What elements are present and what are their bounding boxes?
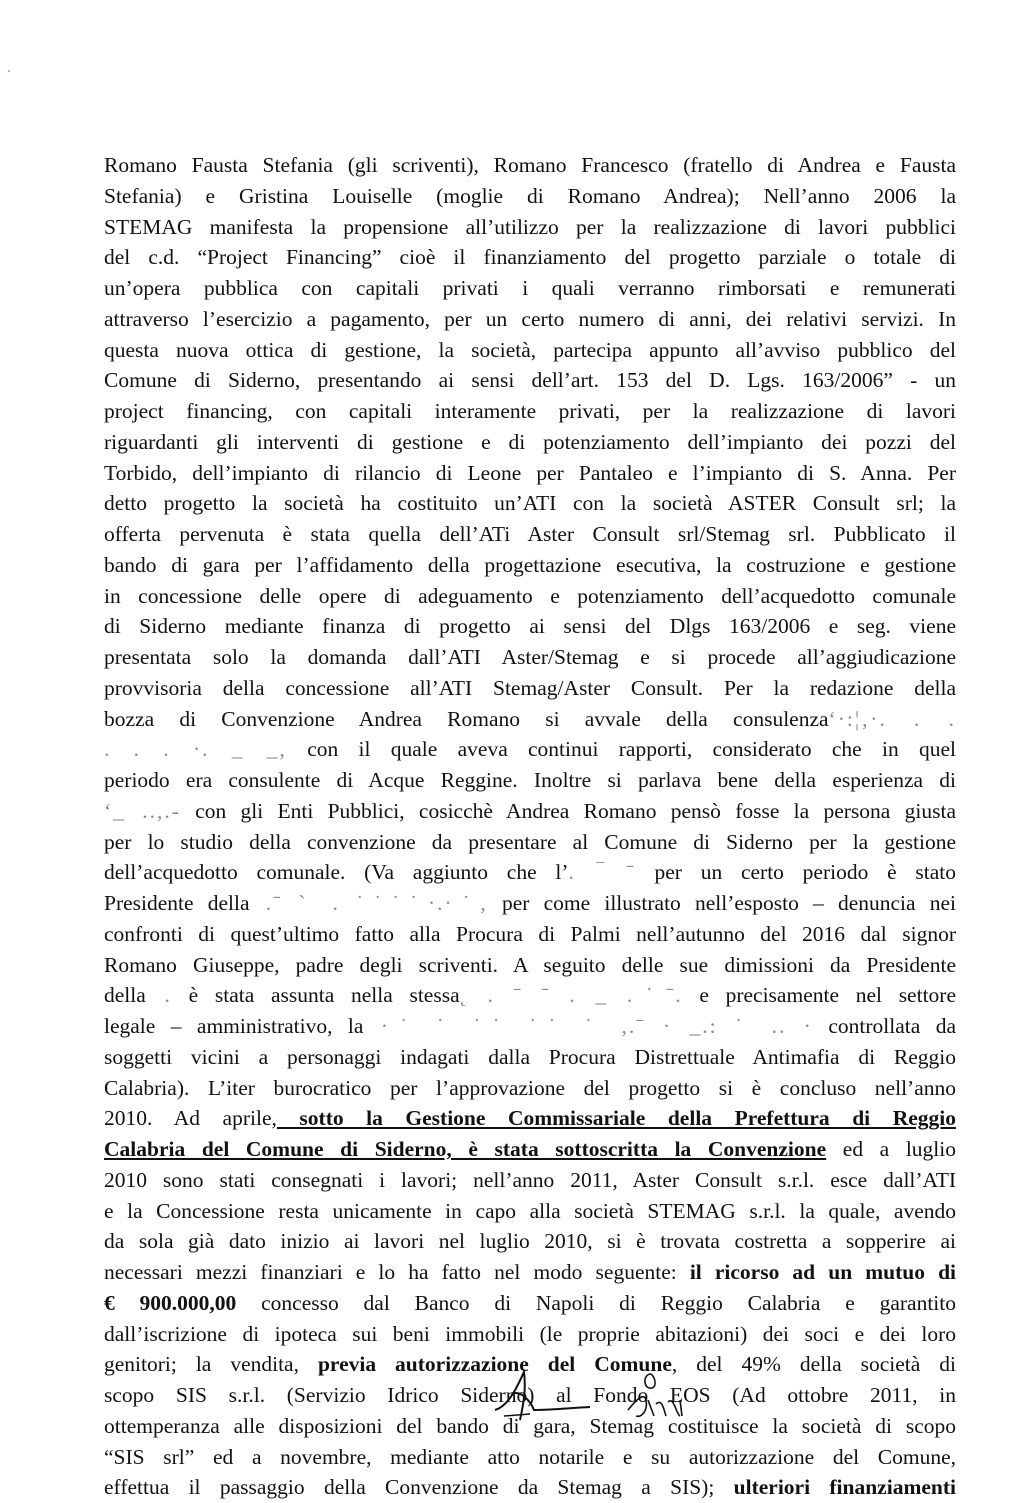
- text-segment: di Siderno mediante finanza di progetto ai sensi del Dlgs 163/2006 e seg. viene: [104, 614, 956, 639]
- text-line: [104, 273, 956, 304]
- redaction-mark: ‘·:¦‚·. . .: [828, 706, 956, 731]
- text-segment: ulteriori finanziamenti: [733, 1475, 956, 1500]
- text-line: [104, 1226, 956, 1257]
- text-segment: provvisoria della concessione all’ATI Stemag/Aster Consult. Per la redazione della: [104, 675, 956, 700]
- redaction-mark: .ˉ ˋ . ˙˙˙˙·.·˙,: [249, 891, 488, 915]
- text-line: [104, 611, 956, 642]
- text-segment: con gli Enti Pubblici, cosicchè Andrea Romano pensò fosse la persona giusta: [180, 798, 956, 823]
- text-segment: necessari mezzi finanziari e lo ha fatto nel modo seguente:: [104, 1260, 690, 1284]
- text-line: [104, 980, 956, 1011]
- text-line: [104, 1134, 956, 1165]
- text-segment: , del 49% della società di: [671, 1352, 957, 1377]
- text-line: [104, 950, 956, 981]
- text-segment: periodo era consulente di Acque Reggine. Inoltre si parlava bene della esperienza di: [104, 768, 956, 792]
- text-segment: dell’acquedotto comunale. (Va aggiunto che l’: [104, 860, 569, 885]
- text-line: [104, 827, 956, 858]
- text-segment: genitori; la vendita,: [104, 1352, 318, 1377]
- text-line: [104, 1042, 956, 1073]
- text-segment: detto progetto la società ha costituito un’ATI con la società ASTER Consult srl; la: [104, 491, 956, 516]
- redaction-mark: ·˙ ˙ ˙˙ ˙˙ ˙ ,.ˉ · _.: ˙ .. ·: [363, 1014, 813, 1038]
- text-segment: sotto la Gestione Commissariale della Prefettura di Reggio: [276, 1106, 956, 1131]
- text-segment: Romano Giuseppe, padre degli scriventi. A seguito delle sue dimissioni da Presidente: [104, 952, 956, 977]
- text-segment: project financing, con capitali interamente privati, per la realizzazione di lavori: [104, 399, 956, 423]
- text-segment: presentata solo la domanda dall’ATI Aster/Stemag e si procede all’aggiudicazione: [104, 645, 956, 669]
- redaction-mark: ‘_ ..,.-: [104, 798, 181, 823]
- text-segment: per lo studio della convenzione da presentare al Comune di Siderno per la gestione: [104, 829, 956, 854]
- text-line: [104, 796, 956, 827]
- text-line: [104, 304, 956, 335]
- text-segment: offerta pervenuta è stata quella dell’ATi Aster Consult srl/Stemag srl. Pubblicato il: [104, 522, 956, 546]
- text-segment: scopo SIS s.r.l. (Servizio Idrico Siderno) al Fondo EOS (Ad ottobre 2011, in: [104, 1383, 956, 1407]
- text-line: [104, 1288, 956, 1319]
- text-segment: attraverso l’esercizio a pagamento, per un certo numero di anni, dei relativi servizi. In: [104, 306, 956, 331]
- text-segment: concesso dal Banco di Napoli di Reggio Calabria e garantito: [236, 1290, 957, 1315]
- text-line: [104, 519, 956, 550]
- text-segment: bando di gara per l’affidamento della progettazione esecutiva, la costruzione e gestione: [104, 552, 956, 577]
- text-line: [104, 1319, 956, 1350]
- text-line: [104, 458, 956, 489]
- text-line: [104, 365, 956, 396]
- scan-speck: [8, 70, 10, 72]
- text-line: [104, 335, 956, 366]
- text-segment: con il quale aveva continui rapporti, considerato che in quel: [286, 737, 956, 762]
- text-line: [104, 550, 956, 581]
- text-segment: confronti di quest’ultimo fatto alla Procura di Palmi nell’autunno del 2016 dal signor: [104, 921, 956, 946]
- text-line: [104, 181, 956, 212]
- text-line: [104, 734, 956, 765]
- text-segment: controllata da: [812, 1014, 956, 1038]
- text-line: [104, 581, 956, 612]
- text-line: [104, 1472, 956, 1503]
- text-line: [104, 1442, 956, 1473]
- text-segment: effettua il passaggio della Convenzione da Stemag a SIS);: [104, 1475, 734, 1500]
- text-segment: Presidente della: [104, 891, 250, 915]
- text-line: [104, 857, 956, 888]
- redaction-mark: .: [145, 983, 172, 1008]
- text-segment: è stata assunta nella stessa: [171, 983, 460, 1008]
- text-segment: Comune di Siderno, presentando ai sensi dell’art. 153 del D. Lgs. 163/2006” - un: [104, 368, 956, 393]
- text-line: [104, 642, 956, 673]
- text-segment: Torbido, dell’impianto di rilancio di Leone per Pantaleo e l’impianto di S. Anna. Per: [104, 460, 956, 485]
- text-segment: Stefania) e Gristina Louiselle (moglie di Romano Andrea); Nell’anno 2006 la: [104, 183, 956, 208]
- text-line: [104, 488, 956, 519]
- text-segment: STEMAG manifesta la propensione all’utilizzo per la realizzazione di lavori pubblici: [104, 214, 956, 239]
- signature-1: [490, 1370, 600, 1430]
- text-segment: Calabria). L’iter burocratico per l’approvazione del progetto si è concluso nell’anno: [104, 1075, 956, 1100]
- text-segment: soggetti vicini a personaggi indagati dalla Procura Distrettuale Antimafia di Reggio: [104, 1044, 956, 1069]
- text-segment: dall’iscrizione di ipoteca sui beni immobili (le proprie abitazioni) dei soci e dei loro: [104, 1321, 956, 1346]
- text-line: [104, 427, 956, 458]
- text-segment: ed a luglio: [826, 1137, 956, 1161]
- text-segment: € 900.000,00: [104, 1290, 237, 1315]
- text-line: [104, 704, 956, 735]
- text-segment: per come illustrato nell’esposto – denuncia nei: [487, 891, 957, 915]
- text-segment: bozza di Convenzione Andrea Romano si avvale della consulenza: [104, 706, 829, 731]
- text-segment: ottemperanza alle disposizioni del bando di gara, Stemag costituisce la società di scopo: [104, 1413, 956, 1438]
- text-line: [104, 1103, 956, 1134]
- text-segment: da sola già dato inizio ai lavori nel luglio 2010, si è trovata costretta a sopperire ai: [104, 1229, 956, 1254]
- redaction-mark: . ‾ ˉ: [568, 860, 636, 885]
- text-segment: 2010. Ad aprile,: [104, 1106, 277, 1131]
- text-segment: Calabria del Comune di Siderno, è stata sottoscritta la Convenzione: [104, 1137, 827, 1161]
- text-segment: Romano Fausta Stefania (gli scriventi), Romano Francesco (fratello di Andrea e Fausta: [104, 153, 956, 177]
- text-line: [104, 765, 956, 796]
- text-line: [104, 1165, 956, 1196]
- text-line: [104, 673, 956, 704]
- text-line: [104, 1257, 956, 1288]
- text-line: [104, 212, 956, 243]
- text-segment: e precisamente nel settore: [682, 983, 956, 1008]
- text-line: [104, 1196, 956, 1227]
- text-segment: il ricorso ad un mutuo di: [689, 1260, 957, 1284]
- text-line: [104, 888, 956, 919]
- text-segment: riguardanti gli interventi di gestione e di potenziamento dell’impianto dei pozzi del: [104, 429, 956, 454]
- text-segment: per un certo periodo è stato: [635, 860, 957, 885]
- redaction-mark: ˛ . ˉ ˉ . _ .˙ˉ.: [459, 983, 683, 1008]
- text-line: [104, 150, 956, 181]
- signature-2: [618, 1370, 698, 1430]
- text-segment: della: [104, 983, 146, 1008]
- text-segment: 2010 sono stati consegnati i lavori; nell’anno 2011, Aster Consult s.r.l. esce dall’ATI: [104, 1167, 956, 1192]
- text-line: [104, 242, 956, 273]
- text-segment: questa nuova ottica di gestione, la società, partecipa appunto all’avviso pubblico del: [104, 337, 956, 362]
- text-line: [104, 1011, 956, 1042]
- text-segment: e la Concessione resta unicamente in capo alla società STEMAG s.r.l. la quale, avendo: [104, 1198, 956, 1223]
- text-segment: previa autorizzazione del Comune: [317, 1352, 672, 1377]
- body-text: [104, 150, 956, 1503]
- text-line: [104, 396, 956, 427]
- text-line: [104, 1073, 956, 1104]
- text-segment: in concessione delle opere di adeguamento e potenziamento dell’acquedotto comunale: [104, 583, 956, 608]
- text-segment: del c.d. “Project Financing” cioè il finanziamento del progetto parziale o totale di: [104, 245, 956, 270]
- text-segment: legale – amministrativo, la: [104, 1014, 364, 1038]
- text-segment: un’opera pubblica con capitali privati i quali verranno rimborsati e remunerati: [104, 276, 956, 300]
- redaction-mark: . . . ·. _ _,: [104, 737, 287, 762]
- text-segment: “SIS srl” ed a novembre, mediante atto notarile e su autorizzazione del Comune,: [104, 1444, 956, 1469]
- text-line: [104, 919, 956, 950]
